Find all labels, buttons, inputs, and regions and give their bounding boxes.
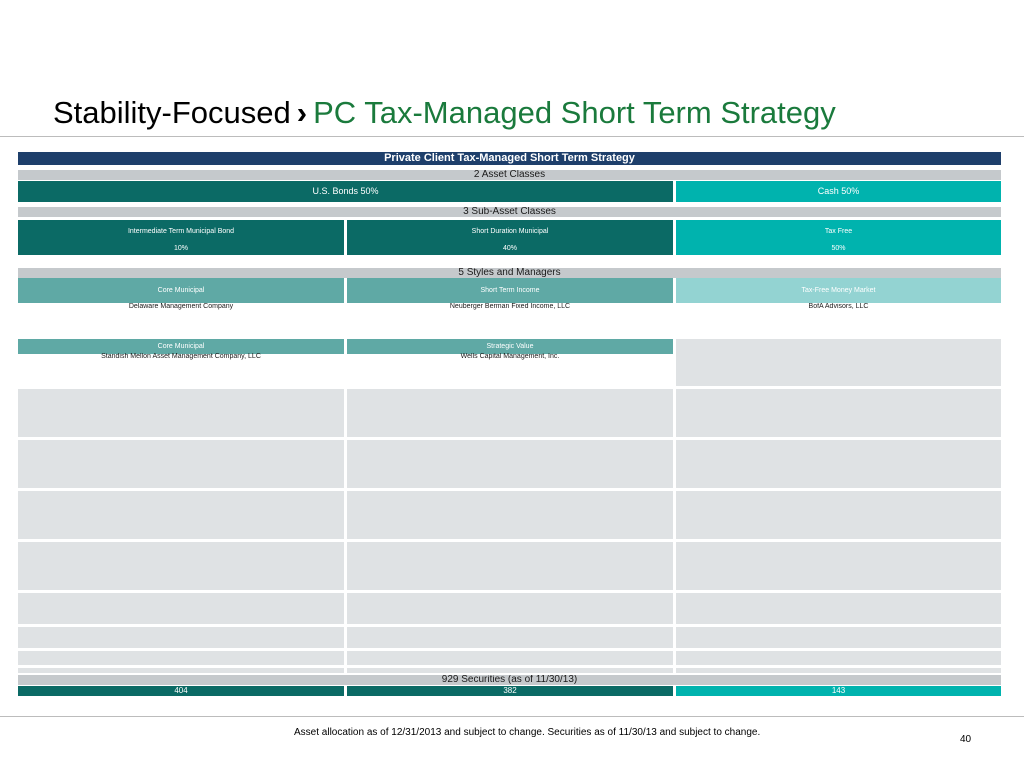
manager-name: Wells Capital Management, Inc. (460, 353, 560, 360)
sub-asset-class-pct: 50% (831, 245, 846, 252)
footnote: Asset allocation as of 12/31/2013 and subject to change. Securities as of 11/30/13 and subject to change. (294, 727, 761, 738)
empty-cell (18, 668, 344, 673)
empty-cell (18, 491, 344, 539)
empty-cell (18, 542, 344, 590)
manager-name: BofA Advisors, LLC (808, 303, 869, 310)
footer-divider (0, 716, 1024, 717)
title-divider (0, 136, 1024, 137)
empty-cell (347, 651, 673, 665)
empty-cell (676, 491, 1001, 539)
style-header: Strategic Value (347, 339, 673, 354)
sub-asset-class-cell (676, 220, 1001, 255)
slide-title (53, 93, 836, 133)
sub-asset-class-name: Tax Free (824, 228, 853, 235)
sub-asset-class-name: Short Duration Municipal (471, 228, 549, 235)
empty-cell (676, 593, 1001, 624)
empty-cell (347, 542, 673, 590)
empty-cell (18, 651, 344, 665)
empty-cell (18, 627, 344, 648)
asset-class-bonds: U.S. Bonds 50% (18, 181, 673, 202)
table-header: Private Client Tax-Managed Short Term Strategy (18, 152, 1001, 165)
empty-cell (347, 491, 673, 539)
sub-asset-class-name: Intermediate Term Municipal Bond (127, 228, 235, 235)
securities-count: 143 (676, 686, 1001, 696)
manager-name: Delaware Management Company (128, 303, 234, 310)
sub-asset-class-pct: 40% (502, 245, 517, 252)
empty-cell (676, 440, 1001, 488)
styles-label: 5 Styles and Managers (18, 268, 1001, 278)
sub-asset-class-pct: 10% (173, 245, 188, 252)
sub-asset-class-cell (18, 220, 344, 255)
empty-cell (347, 627, 673, 648)
empty-cell (347, 440, 673, 488)
empty-cell (676, 389, 1001, 437)
empty-cell (347, 389, 673, 437)
securities-count: 382 (347, 686, 673, 696)
title-main: Stability-Focused (53, 95, 291, 130)
empty-cell (676, 668, 1001, 673)
securities-count: 404 (18, 686, 344, 696)
empty-cell (347, 668, 673, 673)
securities-label: 929 Securities (as of 11/30/13) (18, 675, 1001, 685)
empty-cell (676, 651, 1001, 665)
empty-cell (347, 593, 673, 624)
asset-classes-label: 2 Asset Classes (18, 170, 1001, 180)
empty-cell (676, 627, 1001, 648)
empty-cell (18, 389, 344, 437)
asset-class-cash: Cash 50% (676, 181, 1001, 202)
sub-asset-classes-label: 3 Sub-Asset Classes (18, 207, 1001, 217)
empty-cell (18, 593, 344, 624)
title-subtitle: PC Tax-Managed Short Term Strategy (313, 95, 836, 130)
style-header: Core Municipal (18, 278, 344, 303)
style-header: Core Municipal (18, 339, 344, 354)
empty-cell (18, 440, 344, 488)
sub-asset-class-cell (347, 220, 673, 255)
style-header: Tax-Free Money Market (676, 278, 1001, 303)
title-separator: › (296, 95, 308, 130)
page-number: 40 (960, 734, 972, 745)
empty-cell (676, 339, 1001, 386)
manager-name: Standish Mellon Asset Management Company, LLC (101, 353, 261, 360)
empty-cell (676, 542, 1001, 590)
manager-name: Neuberger Berman Fixed Income, LLC (449, 303, 571, 310)
style-header: Short Term Income (347, 278, 673, 303)
